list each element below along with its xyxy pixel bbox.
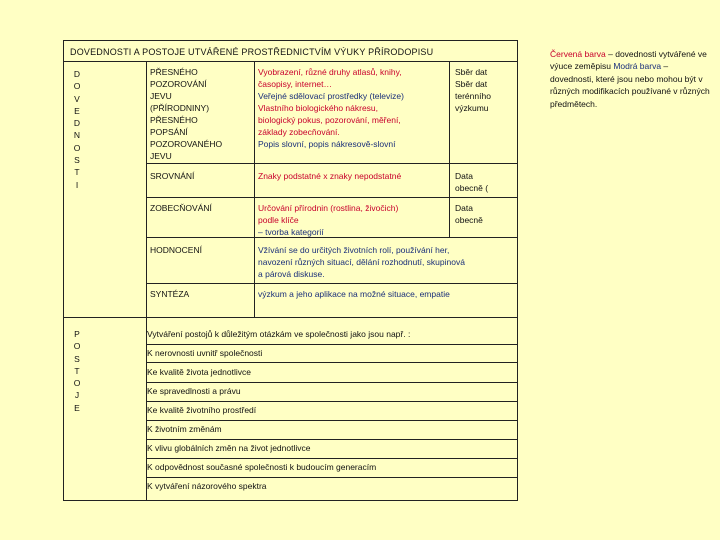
legend-red-term: Červená barva xyxy=(550,49,606,59)
attitude-item: K životním změnám xyxy=(147,424,222,434)
attitude-divider xyxy=(146,458,517,459)
data-cell-observation: Sběr dat Sběr dat terénního výzkumu xyxy=(455,67,491,113)
skill-cell-comparison: SROVNÁNÍ xyxy=(150,171,195,181)
section-divider xyxy=(63,317,517,318)
page-title: DOVEDNOSTI A POSTOJE UTVÁŘENÉ PROSTŘEDNICTVÍM VÝUKY PŘÍRODOPISU xyxy=(70,47,434,57)
skill-cell-generalization: ZOBECŇOVÁNÍ xyxy=(150,203,212,213)
attitude-item: K nerovnosti uvnitř společnosti xyxy=(147,348,263,358)
row-divider-1 xyxy=(146,163,517,164)
attitude-item: Ke kvalitě života jednotlivce xyxy=(147,367,251,377)
method-cell-comparison: Znaky podstatné x znaky nepodstatné xyxy=(258,171,402,181)
legend-blue-term: Modrá barva xyxy=(613,61,662,72)
attitude-divider xyxy=(146,401,517,402)
data-cell-generalization: Data obecně xyxy=(455,203,483,225)
skill-cell-evaluation: HODNOCENÍ xyxy=(150,245,202,255)
attitude-divider xyxy=(146,362,517,363)
attitude-divider xyxy=(146,477,517,478)
row-divider-2 xyxy=(146,197,517,198)
skill-cell-synthesis: SYNTÉZA xyxy=(150,289,190,299)
attitude-divider xyxy=(146,382,517,383)
attitude-divider xyxy=(146,344,517,345)
col-divider-1 xyxy=(146,61,147,317)
method-cell-observation: Vyobrazení, různé druhy atlasů, knihy, časopisy, internet… Veřejné sdělovací prostředky (televize) Vlastního biologického nákresu, biologický pokus, pozorování, měření, základy zobecňování. Popis slovní, popis nákresově-slovní xyxy=(258,67,404,149)
legend-red-text: – dovednosti vytvářené ve výuce zeměpisu xyxy=(550,49,707,72)
attitude-intro: Vytváření postojů k důležitým otázkám ve společnosti jako jsou např. : xyxy=(147,329,411,339)
skill-cell-observation: PŘESNÉHO POZOROVÁNÍ JEVU (PŘÍRODNINY) PŘESNÉHO POPSÁNÍ POZOROVANÉHO JEVU xyxy=(150,67,223,161)
method-cell-generalization: Určování přírodnin (rostlina, živočich) podle klíče – tvorba kategorií xyxy=(258,203,399,237)
postoje-vertical-label: P O S T O J E xyxy=(73,329,81,413)
row-divider-4 xyxy=(146,283,517,284)
dovednosti-vertical-label: D O V E D N O S T I xyxy=(73,69,81,190)
color-legend xyxy=(550,48,710,110)
attitude-item: Ke spravedlnosti a právu xyxy=(147,386,241,396)
attitude-item: Ke kvalitě životního prostředí xyxy=(147,405,257,415)
attitude-divider xyxy=(146,420,517,421)
attitude-item: K vytváření názorového spektra xyxy=(147,481,267,491)
method-cell-synthesis: výzkum a jeho aplikace na možné situace, empatie xyxy=(258,289,450,299)
attitude-item: K odpovědnost současné společnosti k budoucím generacím xyxy=(147,462,377,472)
col-divider-2 xyxy=(254,61,255,317)
data-cell-comparison: Data obecně ( xyxy=(455,171,489,193)
method-cell-evaluation: Vžívání se do určitých životních rolí, používání her, navození různých situací, dělání rozhodnutí, skupinová a párová diskuse. xyxy=(258,245,465,279)
col-divider-3 xyxy=(449,61,450,237)
legend-blue-text: – dovednosti, které jsou nebo mohou být v různých modifikacích používané v různých předmětech. xyxy=(550,61,710,109)
attitude-item: K vlivu globálních změn na život jednotlivce xyxy=(147,443,311,453)
attitude-divider xyxy=(146,439,517,440)
